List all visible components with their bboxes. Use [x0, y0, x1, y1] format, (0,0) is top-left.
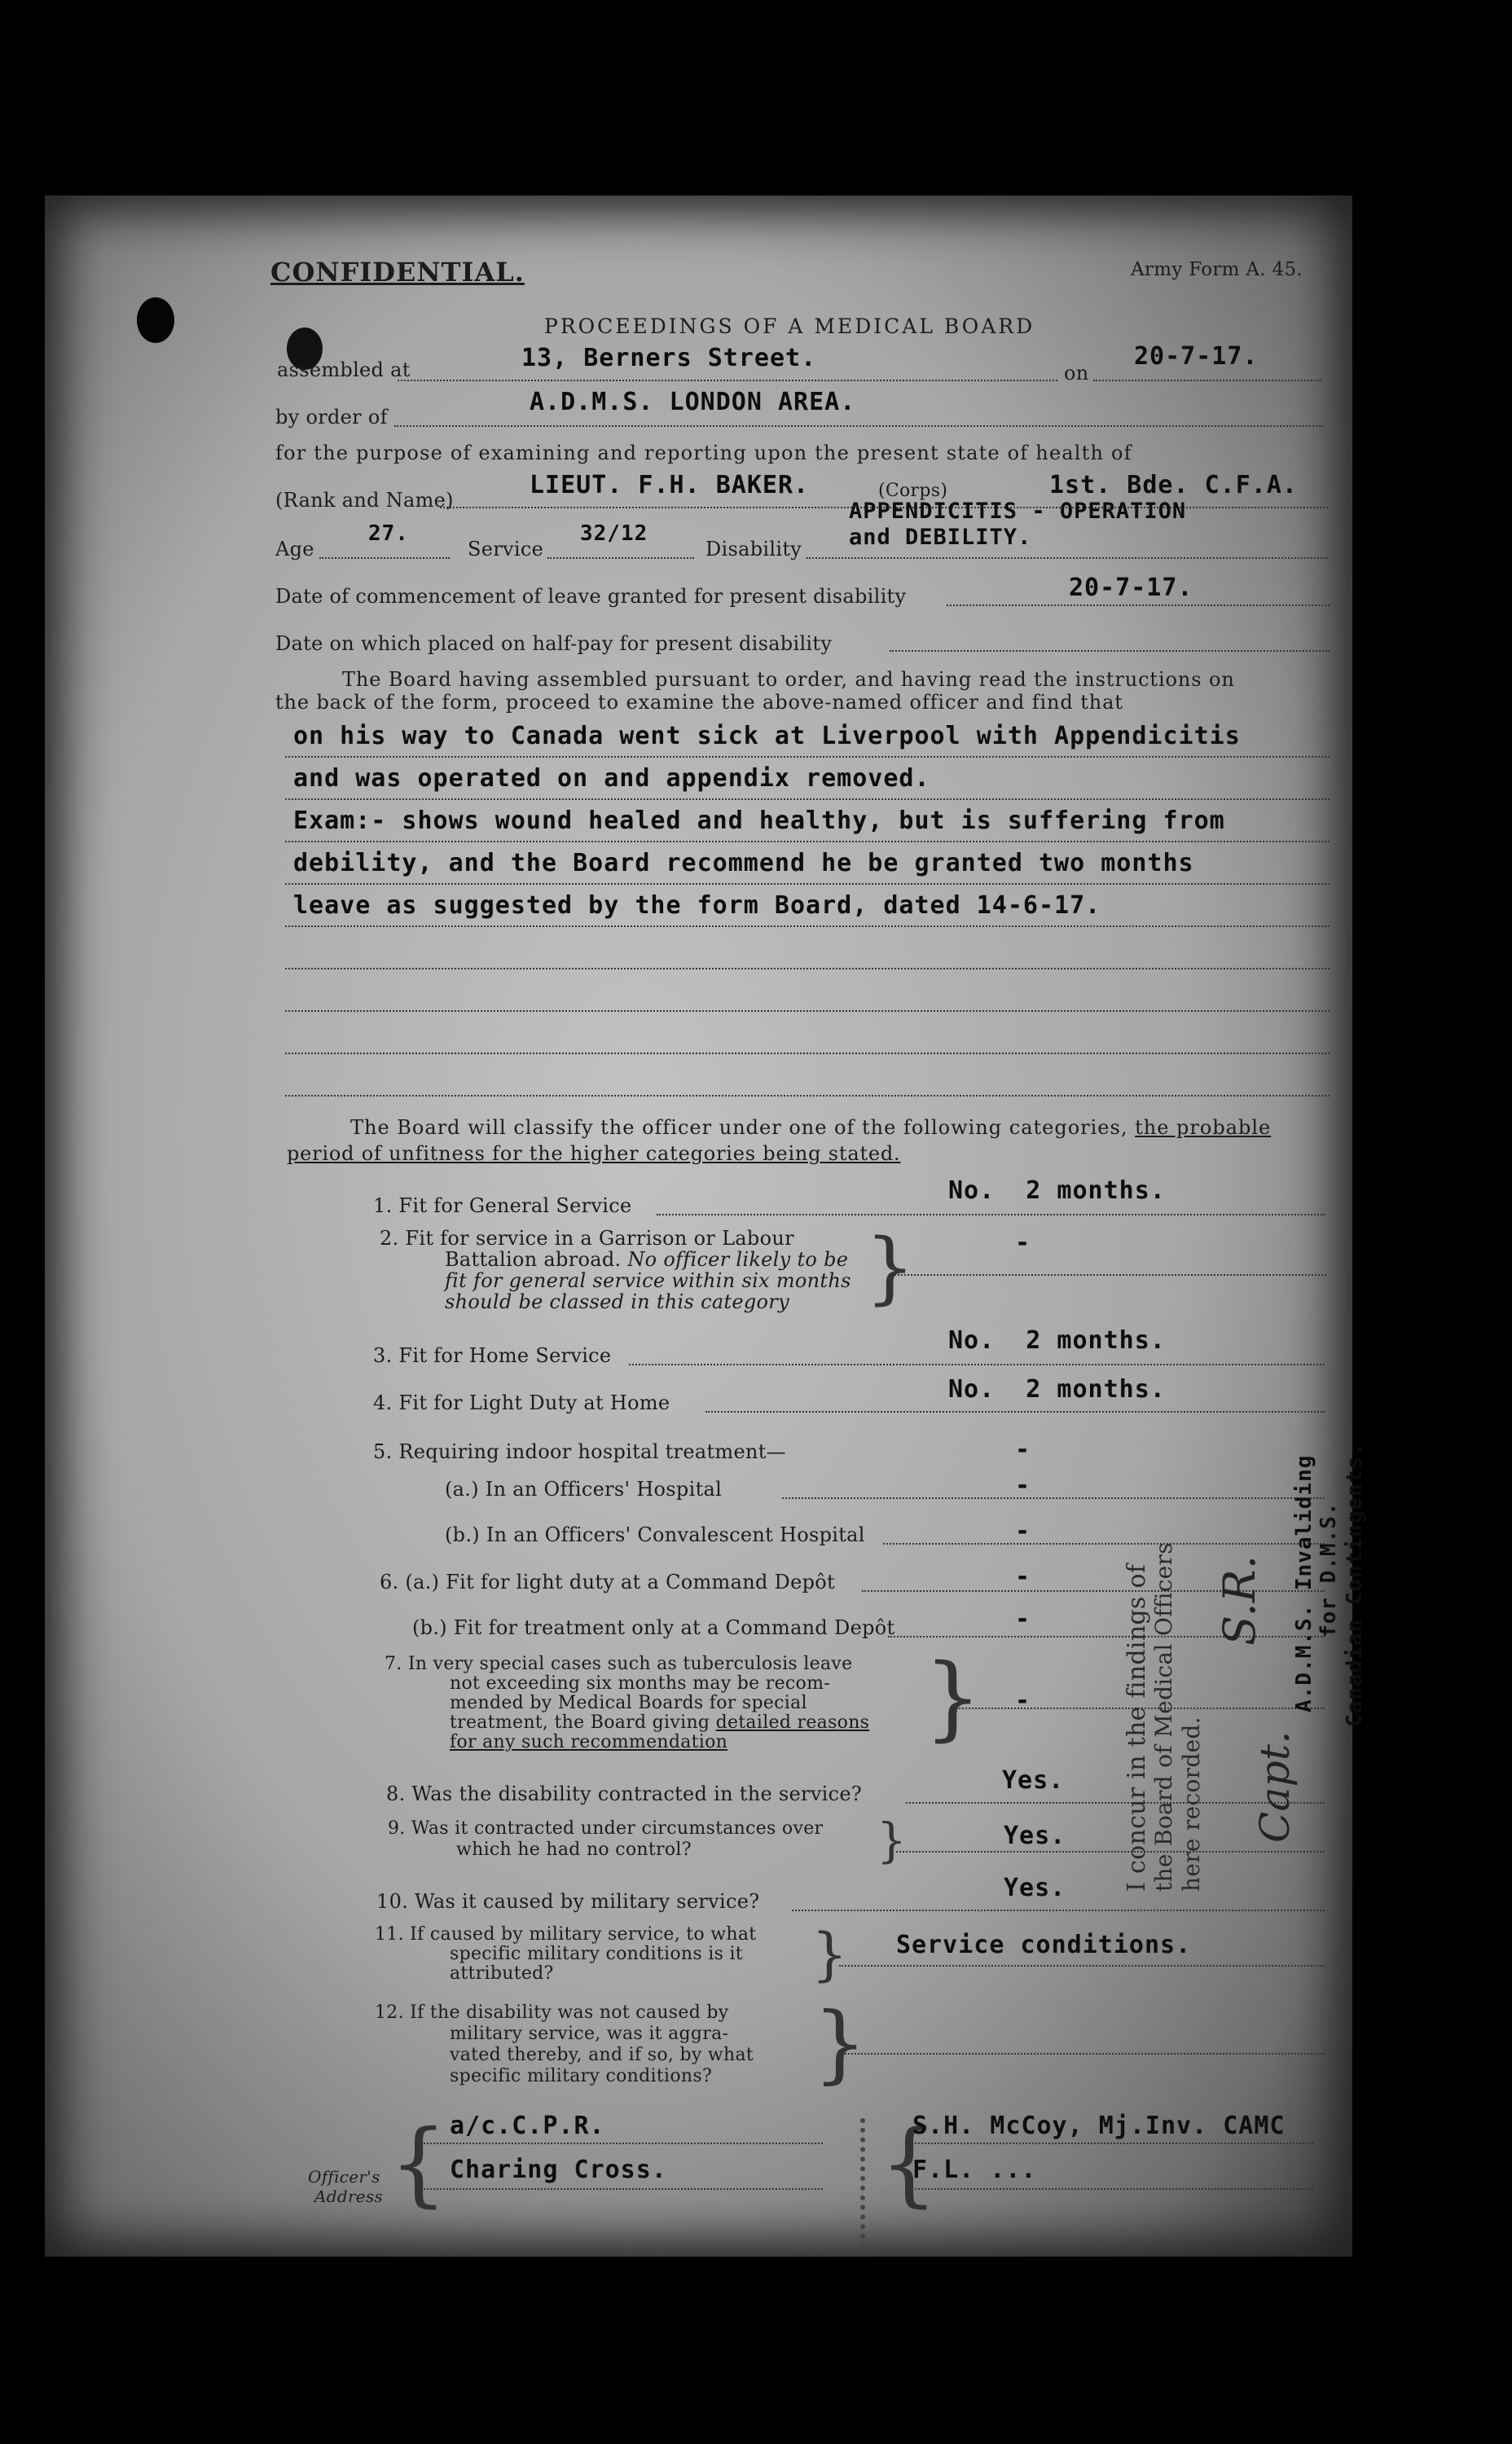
classify-emphasis: the probable	[1135, 1116, 1272, 1139]
category-6a: 6. (a.) Fit for light duty at a Command Depôt	[380, 1571, 835, 1593]
assembled-value: 13, Berners Street.	[521, 344, 817, 372]
disability-label: Disability	[705, 538, 802, 560]
category-line	[657, 1214, 1325, 1215]
classify-line-2: period of unfitness for the higher categories being stated.	[287, 1142, 901, 1165]
address-label: Address	[314, 2187, 384, 2206]
order-line	[394, 425, 1323, 427]
question-8-value: Yes.	[1002, 1766, 1065, 1795]
finding-text: and was operated on and appendix removed.	[293, 764, 930, 793]
disability-value-2: and DEBILITY.	[849, 525, 1032, 550]
disability-line	[807, 557, 1328, 559]
on-label: on	[1064, 362, 1089, 385]
category-line	[782, 1497, 1325, 1499]
on-line	[1093, 380, 1321, 381]
category-4: 4. Fit for Light Duty at Home	[373, 1391, 670, 1414]
rank-value: LIEUT. F.H. BAKER.	[530, 471, 810, 499]
category-line	[705, 1411, 1325, 1413]
classify-text: The Board will classify the officer under one of the following categories,	[350, 1116, 1128, 1139]
on-value: 20-7-17.	[1134, 342, 1259, 371]
service-value: 32/12	[580, 521, 648, 546]
category-1-value: No. 2 months.	[948, 1176, 1166, 1205]
question-10: 10. Was it caused by military service?	[376, 1890, 760, 1913]
disability-value-1: APPENDICITIS - OPERATION	[849, 499, 1187, 524]
category-line	[883, 1543, 1325, 1545]
category-7-line-4	[450, 1712, 869, 1733]
rank-label: (Rank and Name)	[275, 489, 454, 512]
finding-text: on his way to Canada went sick at Liverpool with Appendicitis	[293, 722, 1241, 750]
age-label: Age	[275, 538, 314, 560]
address-line	[424, 2143, 823, 2144]
members-divider	[860, 2118, 880, 2248]
category-7-line-1: 7. In very special cases such as tuberculosis leave	[385, 1654, 853, 1674]
question-9-line-1: 9. Was it contracted under circumstances over	[388, 1818, 824, 1839]
age-value: 27.	[368, 521, 409, 546]
category-2-line-3: fit for general service within six months	[445, 1269, 851, 1292]
category-7-emphasis: detailed reasons	[715, 1712, 870, 1733]
member-value: S.H. McCoy, Mj.Inv. CAMC	[912, 2112, 1286, 2140]
question-11-value: Service conditions.	[896, 1931, 1192, 1959]
category-3: 3. Fit for Home Service	[373, 1344, 612, 1367]
question-line	[896, 1851, 1325, 1853]
question-11-line-3: attributed?	[450, 1963, 554, 1984]
address-value: Charing Cross.	[450, 2156, 667, 2184]
category-7-value: -	[1015, 1686, 1031, 1715]
findings-line	[285, 1010, 1330, 1012]
category-6b-value: -	[1015, 1605, 1031, 1633]
corps-value: 1st. Bde. C.F.A.	[1049, 471, 1298, 499]
punch-hole	[137, 297, 174, 343]
category-7-text: treatment, the Board giving	[450, 1712, 710, 1733]
confidential-label: CONFIDENTIAL.	[270, 257, 525, 288]
leave-label: Date of commencement of leave granted for present disability	[275, 585, 907, 608]
halfpay-line	[890, 650, 1330, 652]
corps-label: (Corps)	[878, 481, 948, 501]
category-2-value: -	[1015, 1229, 1031, 1257]
form-title: PROCEEDINGS OF A MEDICAL BOARD	[544, 314, 1035, 338]
finding-text: leave as suggested by the form Board, dated 14-6-17.	[293, 891, 1101, 920]
concur-line-2: the Board of Medical Officers	[1150, 1542, 1177, 1892]
brace: }	[811, 1921, 848, 1988]
findings-line	[285, 756, 1330, 758]
category-6b: (b.) Fit for treatment only at a Command Depôt	[412, 1616, 895, 1639]
brace: }	[877, 1813, 907, 1868]
brace: }	[813, 1993, 868, 2093]
assembled-label: assembled at	[277, 358, 411, 381]
intro-line-2: the back of the form, proceed to examine the above-named officer and find that	[275, 691, 1123, 714]
findings-line	[285, 968, 1330, 969]
findings-line	[285, 1053, 1330, 1054]
question-12-line-3: vated thereby, and if so, by what	[450, 2045, 754, 2065]
category-7-line-5: for any such recommendation	[450, 1732, 728, 1752]
stamp-line-3: Canadian Contingents.	[1343, 1442, 1367, 1727]
service-line	[547, 557, 694, 559]
question-12-line-1: 12. If the disability was not caused by	[375, 2002, 729, 2023]
finding-text: debility, and the Board recommend he be granted two months	[293, 849, 1194, 877]
findings-line	[285, 883, 1330, 885]
signature: Capt.	[1251, 1730, 1299, 1843]
order-value: A.D.M.S. LONDON AREA.	[530, 388, 856, 416]
form-number: Army Form A. 45.	[1131, 259, 1303, 280]
brace: }	[924, 1645, 982, 1751]
category-2-line-2	[445, 1248, 848, 1271]
brace: {	[389, 2111, 448, 2217]
question-line	[839, 1965, 1325, 1967]
question-11-line-2: specific military conditions is it	[450, 1944, 743, 1964]
classify-line-1	[350, 1116, 1271, 1139]
order-label: by order of	[275, 406, 388, 429]
findings-line	[285, 798, 1330, 800]
question-9-line-2: which he had no control?	[456, 1840, 692, 1860]
category-7-line-2: not exceeding six months may be recom-	[450, 1673, 830, 1694]
brace: }	[865, 1222, 916, 1313]
service-label: Service	[468, 538, 544, 560]
leave-value: 20-7-17.	[1069, 574, 1193, 602]
address-value: a/c.C.P.R.	[450, 2112, 605, 2140]
question-12-line-2: military service, was it aggra-	[450, 2024, 729, 2044]
category-1: 1. Fit for General Service	[373, 1194, 632, 1217]
category-3-value: No. 2 months.	[948, 1326, 1166, 1355]
category-line	[894, 1274, 1326, 1276]
findings-line	[285, 925, 1330, 927]
category-line	[629, 1364, 1325, 1365]
initials: S.R.	[1214, 1554, 1265, 1646]
halfpay-label: Date on which placed on half-pay for present disability	[275, 632, 833, 655]
stamp-line-2: for D.M.S.	[1316, 1501, 1341, 1637]
question-12-line-4: specific military conditions?	[450, 2066, 713, 2086]
category-5b-value: -	[1015, 1517, 1031, 1545]
category-5: 5. Requiring indoor hospital treatment—	[373, 1440, 786, 1463]
findings-line	[285, 841, 1330, 842]
age-line	[319, 557, 450, 559]
category-6a-value: -	[1015, 1563, 1031, 1591]
question-9-value: Yes.	[1004, 1822, 1066, 1850]
question-8: 8. Was the disability contracted in the service?	[386, 1782, 863, 1805]
category-2-line-1: 2. Fit for service in a Garrison or Labour	[380, 1227, 794, 1250]
purpose-text: for the purpose of examining and reporting upon the present state of health of	[275, 442, 1132, 464]
member-line	[906, 2188, 1313, 2190]
category-2-text: Battalion abroad.	[445, 1248, 622, 1271]
findings-line	[285, 1095, 1330, 1097]
concur-line-1: I concur in the findings of	[1123, 1563, 1151, 1892]
category-5a-value: -	[1015, 1471, 1031, 1500]
leave-line	[947, 604, 1330, 606]
stamp-line-1: A.D.M.S. Invaliding	[1292, 1454, 1316, 1712]
concur-line-3: here recorded.	[1178, 1717, 1205, 1892]
address-label: Officer's	[308, 2167, 380, 2187]
brace: {	[880, 2111, 938, 2217]
category-7-line-3: mended by Medical Boards for special	[450, 1693, 807, 1713]
category-2-line-4: should be classed in this category	[445, 1290, 789, 1313]
member-line	[906, 2143, 1313, 2144]
intro-line-1: The Board having assembled pursuant to order, and having read the instructions on	[342, 668, 1235, 691]
category-5-value: -	[1015, 1435, 1031, 1464]
question-line	[842, 2053, 1325, 2055]
category-2-note: No officer likely to be	[627, 1248, 849, 1271]
category-5b: (b.) In an Officers' Convalescent Hospital	[445, 1523, 865, 1546]
question-10-value: Yes.	[1004, 1874, 1066, 1902]
finding-text: Exam:- shows wound healed and healthy, but is suffering from	[293, 807, 1225, 835]
category-4-value: No. 2 months.	[948, 1375, 1166, 1404]
question-11-line-1: 11. If caused by military service, to what	[375, 1924, 757, 1945]
category-5a: (a.) In an Officers' Hospital	[445, 1478, 723, 1501]
assembled-line	[398, 380, 1057, 381]
member-value: F.L. ...	[912, 2156, 1037, 2184]
address-line	[424, 2188, 823, 2190]
question-line	[792, 1910, 1325, 1911]
